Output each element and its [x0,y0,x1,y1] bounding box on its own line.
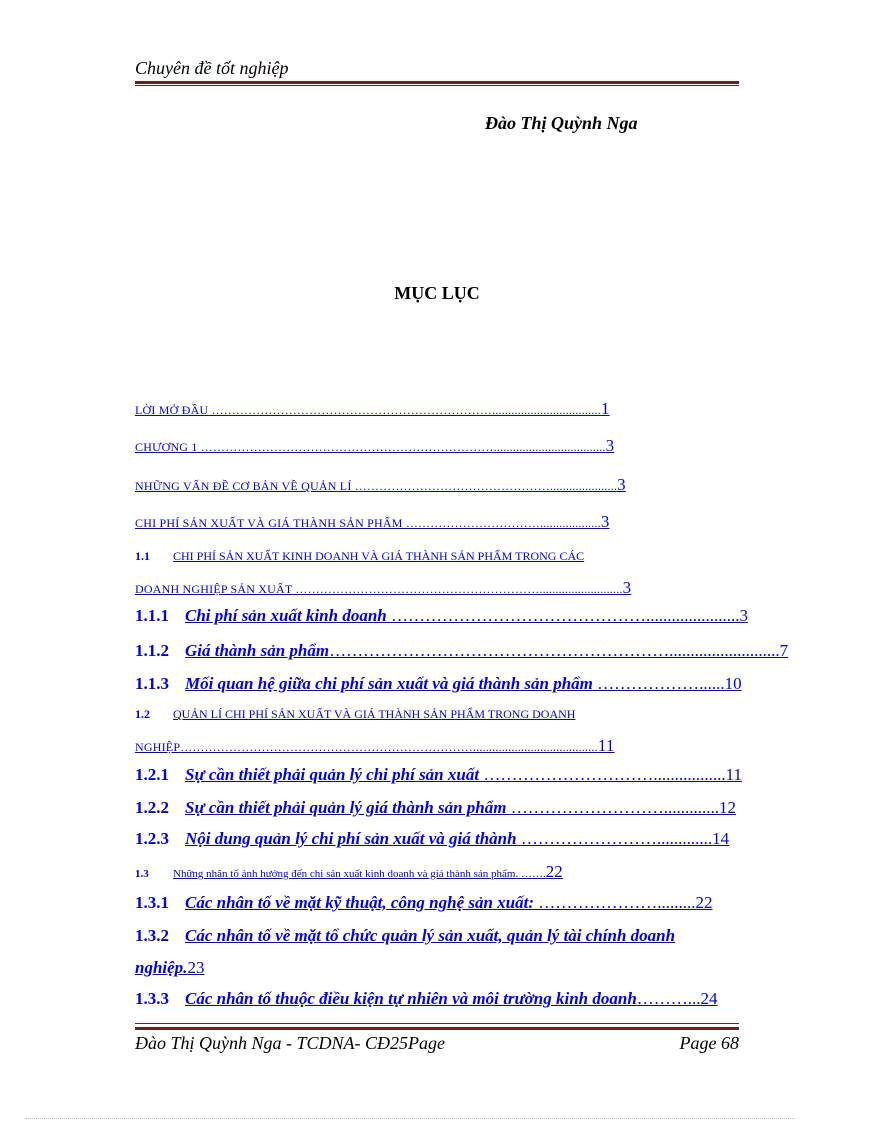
toc-entry-label: QUẢN LÍ CHI PHÍ SẢN XUẤT VÀ GIÁ THÀNH SẢN PHẨM TRONG DOANH [173,707,576,721]
toc-entry-page: 23 [187,958,205,977]
toc-entry-label: DOANH NGHIỆP SẢN XUẤT [135,582,293,596]
toc-entry-label: Chi phí sản xuất kinh doanh [185,606,387,625]
toc-entry-label: Những nhân tố ảnh hưởng đến chi sản xuất kinh doanh và giá thành sản phẩm. [173,868,519,880]
toc-entry-dots: ……………………............. [516,829,713,848]
toc-entry-number: 1.2.3 [135,829,169,848]
toc-entry-number: 1.3.1 [135,893,169,912]
toc-entry-number: 1.2 [135,707,150,721]
toc-entry-dots: ………………………………………...................... [386,606,740,625]
toc-entry-label: Mối quan hệ giữa chi phí sản xuất và giá thành sản phẩm [185,674,593,693]
toc-entry-number: 1.1.2 [135,641,169,660]
header-rule-thick [135,81,739,84]
toc-entry-label: Các nhân tố thuộc điều kiện tự nhiên và môi trường kinh doanh [185,989,637,1008]
toc-entry-number: 1.2.2 [135,798,169,817]
toc-entry-1-1-2[interactable] [135,641,789,661]
toc-entry-dots: …………………………………………………….......................... [329,641,780,660]
toc-entry-page: 10 [724,674,742,693]
toc-entry-dots: ………………...... [592,674,725,693]
toc-entry-chuong-1[interactable] [135,436,739,456]
toc-entry-dots: …………………………................. [479,765,726,784]
toc-entry-dots: …………………......... [534,893,696,912]
header-title: Chuyên đề tốt nghiệp [135,58,289,78]
toc-entry-page: 3 [739,606,748,625]
toc-entry-label: CHI PHÍ SẢN XUẤT KINH DOANH VÀ GIÁ THÀNH SẢN PHẨM TRONG CÁC [173,549,585,563]
toc-entry-label: CHI PHÍ SẢN XUẤT VÀ GIÁ THÀNH SẢN PHẨM [135,516,403,530]
toc-entry-label: Nội dung quản lý chi phí sản xuất và giá thành [185,829,517,848]
toc-entry-dots: ………………………………………………………………....................................... [180,740,598,754]
toc-entry-page: 11 [725,765,742,784]
toc-entry-dots: ………... [636,989,701,1008]
toc-entry-dots: ……………………………................... [402,516,601,530]
toc-entry-label: Giá thành sản phẩm [185,641,330,660]
toc-entry-dots: …………………………………………..................... [351,479,618,493]
toc-entry-page: 22 [545,862,563,881]
toc-entry-label: Sự cần thiết phải quản lý chi phí sản xuất [185,765,480,784]
toc-entry-label: NGHIỆP [135,740,181,754]
toc-entry-page: 3 [622,578,632,597]
toc-entry-label: Các nhân tố về mặt kỹ thuật, công nghệ sản xuất: [185,893,535,912]
footer-rule-thin [135,1023,739,1024]
toc-entry-1-1[interactable] [135,549,739,563]
toc-entry-number: 1.3.2 [135,926,169,945]
toc-entry-1-1-1[interactable] [135,606,748,626]
toc-entry-dots: ………………………………………………………………................................... [197,440,606,454]
toc-entry-number: 1.1.1 [135,606,169,625]
toc-entry-number: 1.1.3 [135,674,169,693]
toc-entry-label: NHỮNG VẤN ĐỀ CƠ BẢN VỀ QUẢN LÍ [135,479,352,493]
toc-entry-page: 14 [712,829,730,848]
toc-title: MỤC LỤC [394,283,480,303]
toc-entry-1-3-2-cont[interactable] [135,958,739,978]
toc-entry-1-2-2[interactable] [135,798,739,818]
toc-entry-1-2-3[interactable] [135,829,739,849]
toc-entry-page: 11 [597,736,615,755]
toc-entry-page: 1 [600,399,610,418]
toc-entry-loi-mo-dau[interactable] [135,399,739,419]
toc-entry-dots: ………………………............. [506,798,719,817]
page-bottom-boundary [25,1118,795,1119]
footer-page-number: Page 68 [679,1033,739,1053]
toc-entry-1-3-2[interactable] [135,926,739,946]
toc-entry-1-2-1[interactable] [135,765,742,785]
toc-entry-number: 1.3 [135,868,149,880]
toc-entry-1-2[interactable] [135,707,739,721]
toc-entry-number: 1.1 [135,549,150,563]
toc-entry-1-3[interactable] [135,862,739,882]
toc-entry-label: nghiệp. [135,958,188,977]
toc-entry-1-1-cont[interactable] [135,578,739,598]
toc-entry-label: Các nhân tố về mặt tổ chức quản lý sản xuất, quản lý tài chính doanh [185,926,676,945]
toc-entry-number: 1.2.1 [135,765,169,784]
toc-entry-dots: …………………………………………………….......................... [292,582,623,596]
toc-entry-1-3-3[interactable] [135,989,739,1009]
toc-entry-nhung-van-de[interactable] [135,475,739,495]
toc-entry-1-2-cont[interactable] [135,736,739,756]
toc-entry-chi-phi-gia-thanh[interactable] [135,512,739,532]
toc-entry-page: 24 [700,989,718,1008]
author-name: Đào Thị Quỳnh Nga [485,113,638,133]
toc-entry-dots: …………………………………………………………….................................. [208,403,601,417]
toc-entry-page: 3 [600,512,610,531]
toc-entry-label: CHƯƠNG 1 [135,440,198,454]
toc-entry-page: 3 [605,436,615,455]
toc-entry-page: 22 [695,893,713,912]
footer-left-text: Đào Thị Quỳnh Nga - TCDNA- CĐ25Page [135,1033,445,1053]
footer-rule-thick [135,1027,739,1030]
toc-entry-page: 7 [779,641,789,660]
header-rule-thin [135,85,739,86]
toc-entry-dots: ……. [518,868,546,880]
toc-entry-1-3-1[interactable] [135,893,739,913]
toc-entry-page: 12 [718,798,736,817]
toc-entry-label: LỜI MỞ ĐẦU [135,403,209,417]
toc-entry-number: 1.3.3 [135,989,169,1008]
toc-entry-1-1-3[interactable] [135,674,742,694]
toc-entry-label: Sự cần thiết phải quản lý giá thành sản phẩm [185,798,507,817]
toc-entry-page: 3 [617,475,626,494]
